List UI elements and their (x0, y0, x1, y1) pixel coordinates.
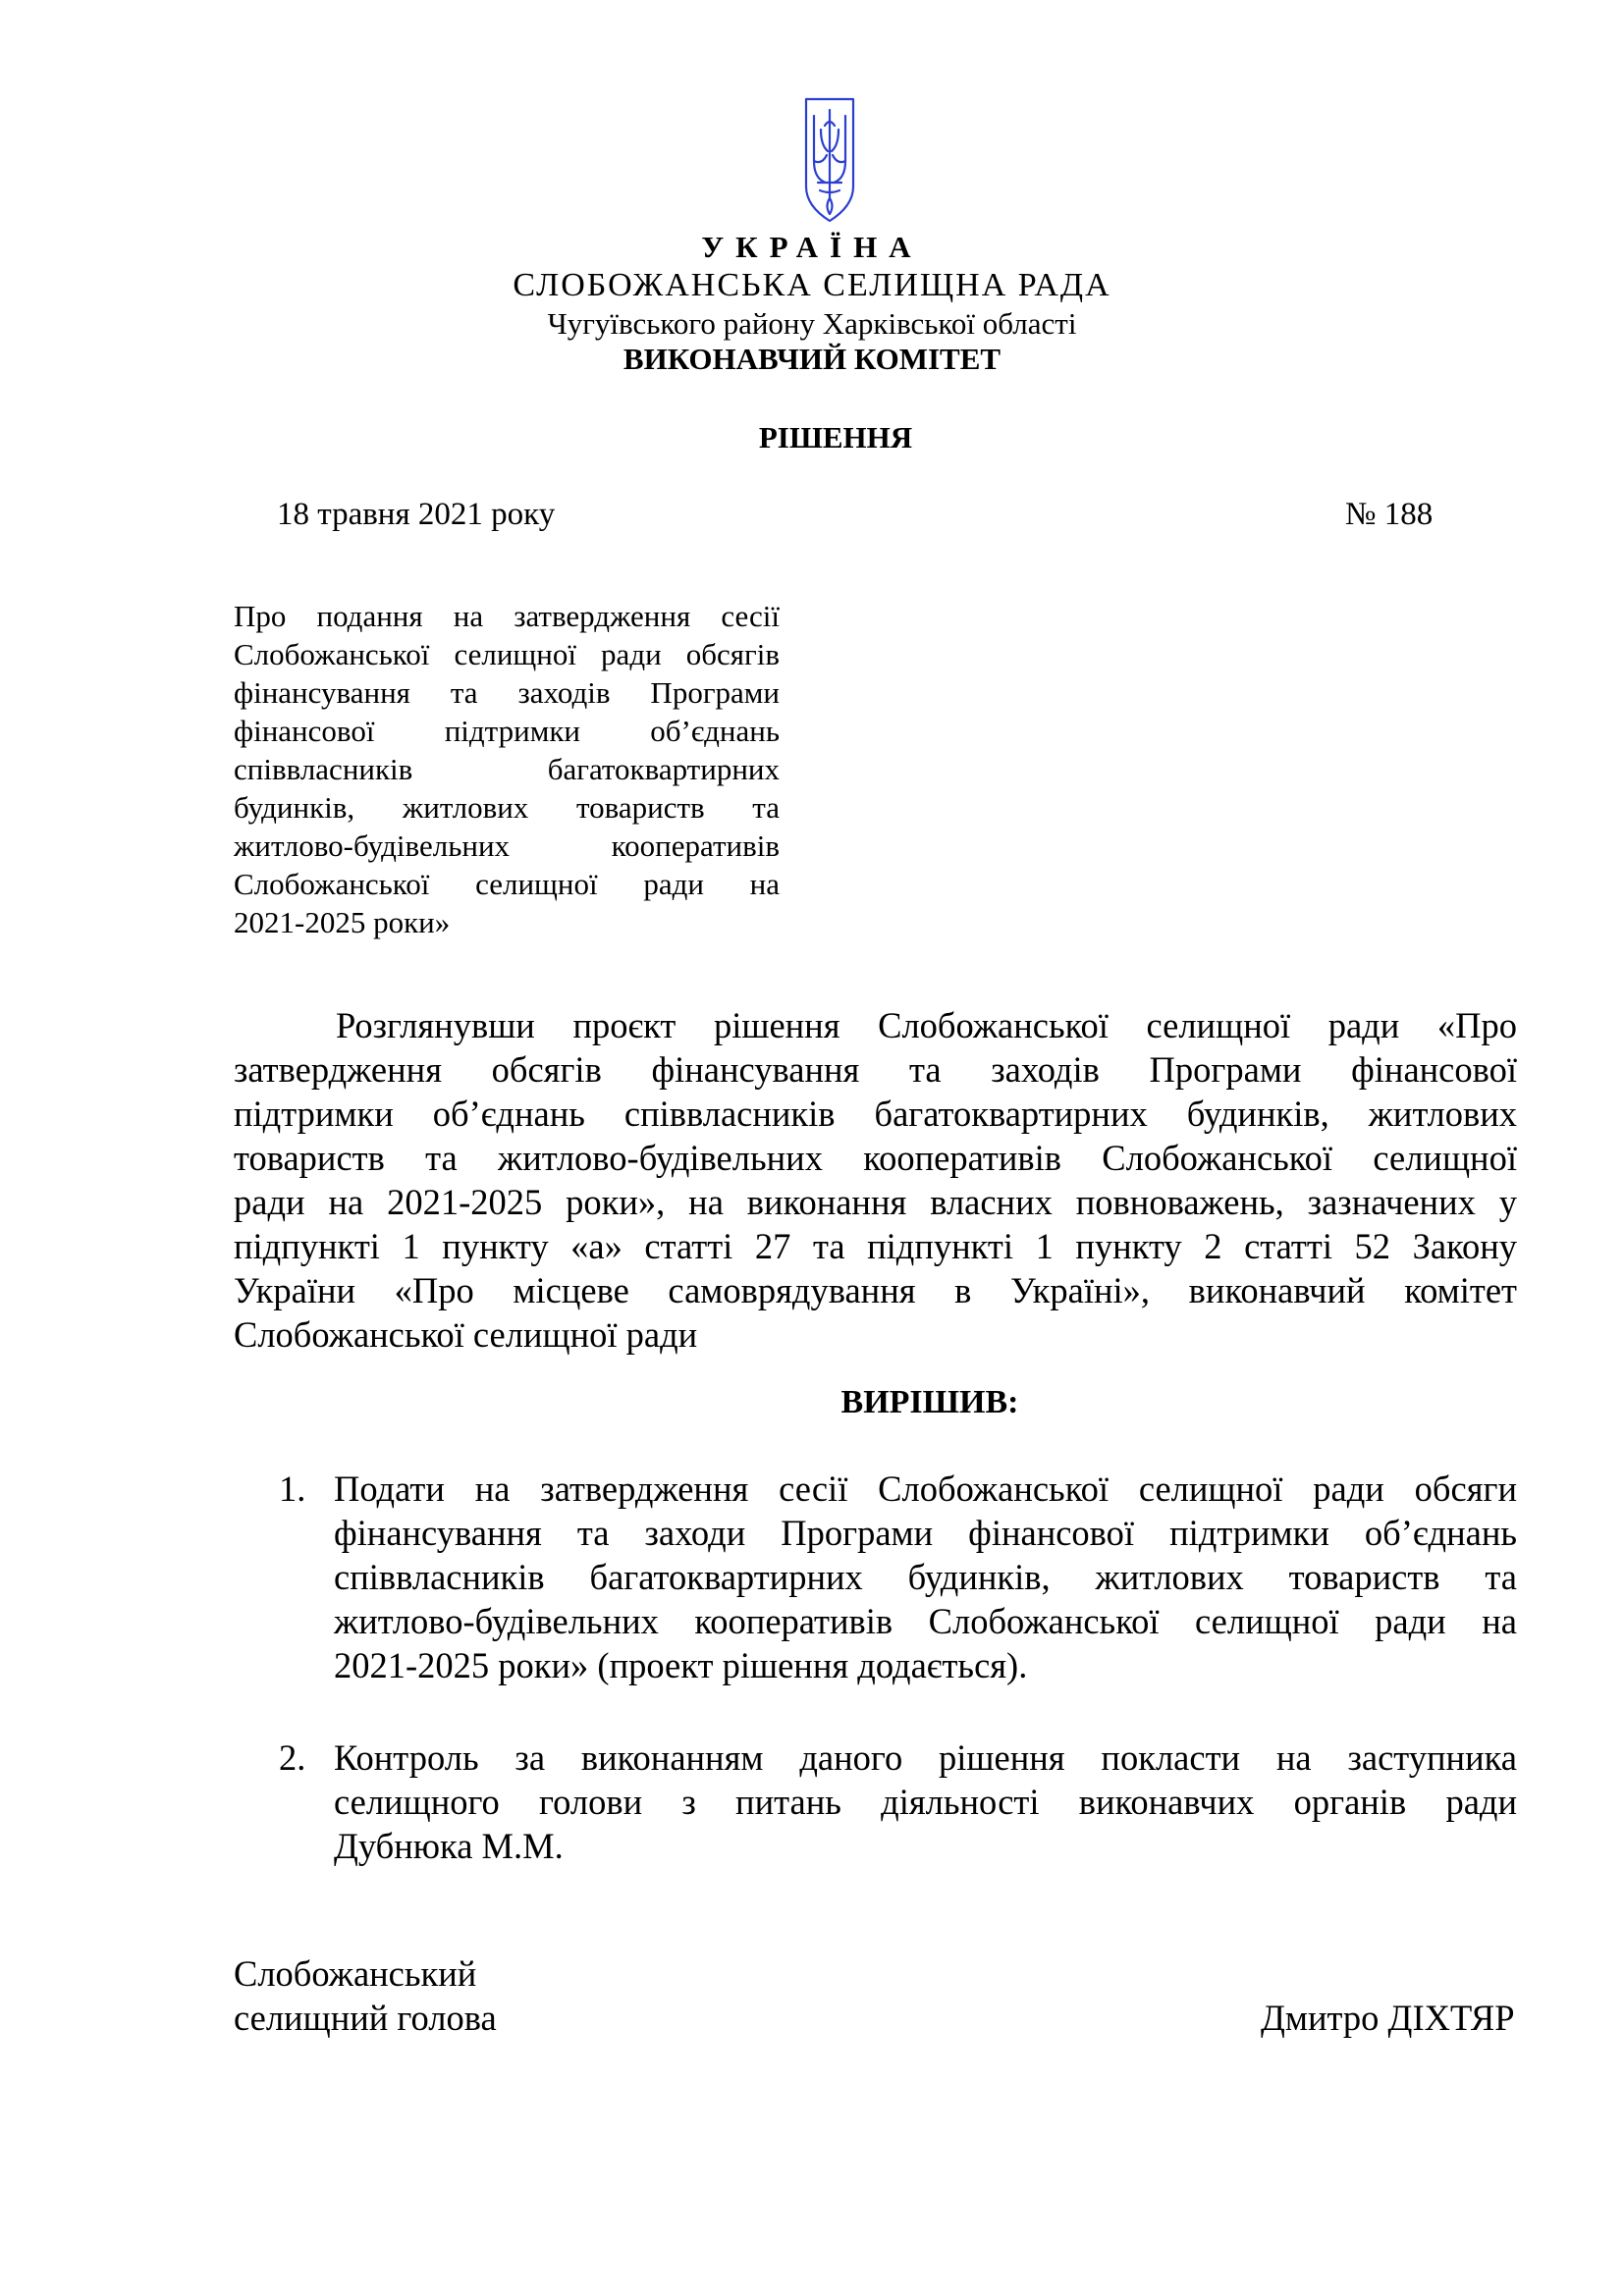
item-number: 2. (279, 1737, 306, 1778)
decision-subject (234, 597, 780, 941)
item-line: 2021-2025 роки» (проект рішення додається). (334, 1645, 1028, 1685)
preamble-line: підтримки об’єднань співвласників багатоквартирних будинків, житлових (234, 1094, 1517, 1134)
item-line: Дубнюка М.М. (334, 1826, 564, 1866)
subject-line: 2021-2025 роки» (234, 905, 451, 939)
country-name: УКРАЇНА (701, 230, 923, 264)
district-name: Чугуївського району Харківської області (547, 306, 1077, 341)
preamble-line: ради на 2021-2025 роки», на виконання власних повноважень, зазначених у (234, 1182, 1517, 1222)
signatory-title-line: Слобожанський (234, 1953, 477, 1994)
subject-line: співвласників багатоквартирних (234, 752, 780, 786)
signatory-name: Дмитро ДІХТЯР (1261, 1998, 1515, 2038)
document-type: РІШЕННЯ (758, 420, 913, 454)
signatory-title (234, 1951, 497, 2040)
item-number: 1. (279, 1468, 306, 1509)
preamble-line: затвердження обсягів фінансування та заходів Програми фінансової (234, 1049, 1517, 1090)
item-text (334, 1467, 1517, 1687)
coat-of-arms-icon (803, 96, 856, 224)
item-line: житлово-будівельних кооперативів Слобожанської селищної ради на (334, 1601, 1517, 1641)
preamble-paragraph (234, 1003, 1517, 1357)
item-line: Подати на затвердження сесії Слобожанської селищної ради обсяги (334, 1468, 1517, 1509)
item-line: фінансування та заходи Програми фінансової підтримки об’єднань (334, 1513, 1517, 1553)
signatory-title-line: селищний голова (234, 1998, 497, 2038)
item-line: співвласників багатоквартирних будинків, житлових товариств та (334, 1557, 1517, 1597)
preamble-line: Слобожанської селищної ради (234, 1314, 698, 1355)
subject-line: Слобожанської селищної ради обсягів (234, 637, 780, 671)
subject-line: фінансування та заходів Програми (234, 675, 780, 710)
preamble-line: України «Про місцеве самоврядування в Україні», виконавчий комітет (234, 1270, 1517, 1310)
decision-date: 18 травня 2021 року (277, 497, 556, 532)
item-text (334, 1735, 1517, 1868)
subject-line: фінансової підтримки об’єднань (234, 714, 780, 748)
preamble-line: товариств та житлово-будівельних кооперативів Слобожанської селищної (234, 1138, 1517, 1178)
item-line: Контроль за виконанням даного рішення покласти на заступника (334, 1737, 1517, 1778)
item-line: селищного голови з питань діяльності виконавчих органів ради (334, 1782, 1517, 1822)
resolved-heading: ВИРІШИВ: (840, 1384, 1019, 1420)
subject-line: будинків, житлових товариств та (234, 790, 780, 825)
preamble-line: підпункті 1 пункту «а» статті 27 та підпункті 1 пункту 2 статті 52 Закону (234, 1226, 1517, 1266)
subject-line: Слобожанської селищної ради на (234, 867, 780, 901)
subject-line: Про подання на затвердження сесії (234, 599, 780, 633)
committee-name: ВИКОНАВЧИЙ КОМІТЕТ (623, 342, 1001, 376)
decision-number: № 188 (1345, 497, 1434, 532)
preamble-line: Розглянувши проєкт рішення Слобожанської селищної ради «Про (336, 1005, 1517, 1045)
council-name: СЛОБОЖАНСЬКА СЕЛИЩНА РАДА (513, 267, 1111, 303)
subject-line: житлово-будівельних кооперативів (234, 828, 780, 863)
